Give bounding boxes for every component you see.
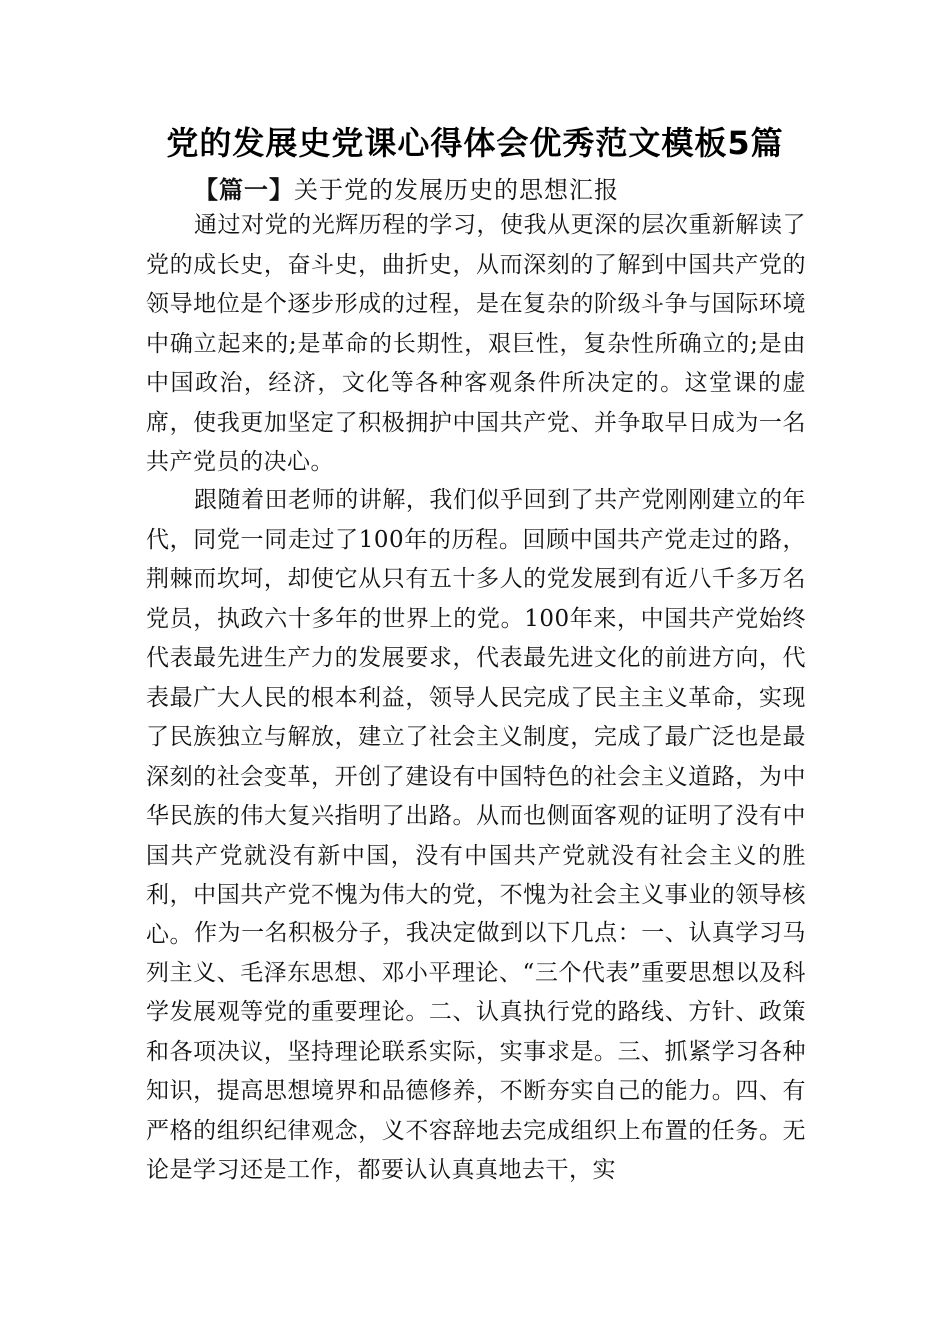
section-heading [194, 170, 619, 210]
body-paragraph: 跟随着田老师的讲解，我们似乎回到了共产党刚刚建立的年代，同党一同走过了100年的历程。回顾中国共产党走过的路，荆棘而坎坷，却使它从只有五十多人的党发展到有近八千多万名党员，执政六十多年的世界上的党。100年来，中国共产党始终代表最先进生产力的发展要求，代表最先进文化的前进方向，代表最广大人民的根本利益，领导人民完成了民主主义革命，实现了民族独立与解放，建立了社会主义制度，完成了最广泛也是最深刻的社会变革，开创了建设有中国特色的社会主义道路，为中华民族的伟大复兴指明了出路。从而也侧面客观的证明了没有中国共产党就没有新中国，没有中国共产党就没有社会主义的胜利，中国共产党不愧为伟大的党，不愧为社会主义事业的领导核心。 [146, 487, 806, 948]
section-heading-text: 关于党的发展历史的思想汇报 [294, 176, 619, 204]
document-title: 党的发展史党课心得体会优秀范文模板5篇 [166, 124, 784, 162]
body-paragraph: 作为一名积极分子，我决定做到以下几点：一、认真学习马列主义、毛泽东思想、邓小平理论、“三个代表”重要思想以及科学发展观等党的重要理论。二、认真执行党的路线、方针、政策和各项决议，坚持理论联系实际，实事求是。三、抓紧学习各种知识，提高思想境界和品德修养，不断夯实自己的能力。四、有严格的组织纪律观念，义不容辞地去完成组织上布置的任务。无论是学习还是工作，都要认认真真地去干，实 [146, 920, 806, 1183]
section-label: 【篇一】 [194, 175, 294, 204]
body-paragraph: 通过对党的光辉历程的学习，使我从更深的层次重新解读了党的成长史，奋斗史，曲折史，从而深刻的了解到中国共产党的领导地位是个逐步形成的过程，是在复杂的阶级斗争与国际环境中确立起来的;是革命的长期性，艰巨性，复杂性所确立的;是由中国政治，经济，文化等各种客观条件所决定的。这堂课的虚席，使我更加坚定了积极拥护中国共产党、并争取早日成为一名共产党员的决心。 [146, 212, 806, 475]
